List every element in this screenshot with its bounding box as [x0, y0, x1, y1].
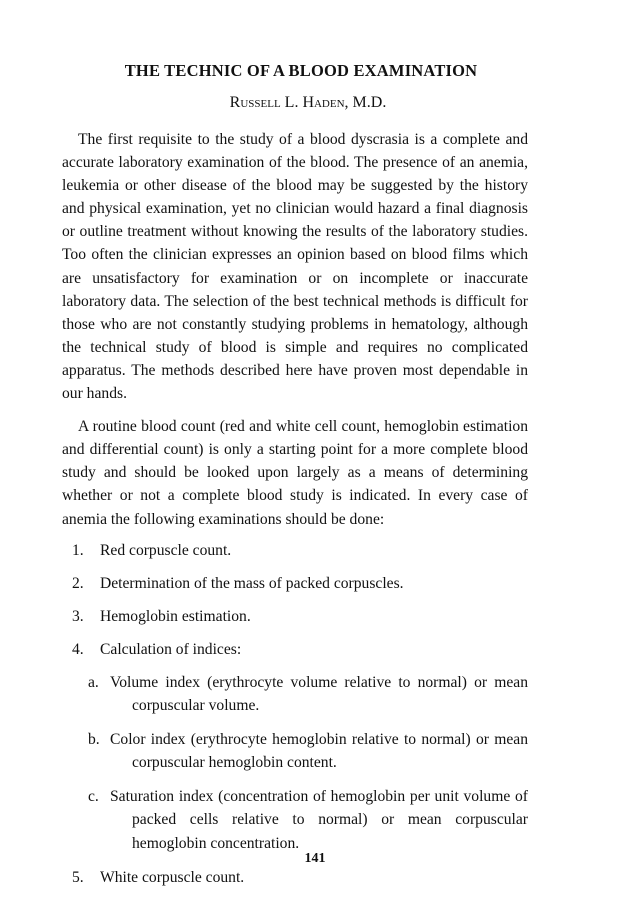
page-number: 141 — [304, 851, 326, 866]
list-item-text: Hemoglobin estimation. — [100, 607, 251, 625]
sublist-item-letter: a. — [88, 673, 99, 691]
list-item-number: 2. — [72, 574, 84, 592]
list-item — [62, 866, 528, 889]
sublist-item — [88, 785, 528, 854]
sublist-item-letter: c. — [88, 788, 99, 806]
list-item-number: 3. — [72, 607, 84, 625]
sublist-item — [88, 728, 528, 774]
article-title: THE TECHNIC OF A BLOOD EXAMINATION — [124, 61, 478, 80]
examination-list — [62, 539, 528, 889]
list-item-number: 1. — [72, 541, 84, 559]
article-author: Russell L. Haden, M.D. — [229, 94, 387, 111]
list-item-text: Red corpuscle count. — [100, 541, 232, 559]
sublist-item-letter: b. — [88, 731, 100, 749]
list-item-text: Determination of the mass of packed corpuscles. — [100, 574, 404, 592]
sublist-item — [88, 671, 528, 717]
list-item — [62, 638, 528, 661]
list-item-text: White corpuscle count. — [100, 868, 245, 886]
list-item — [62, 572, 528, 595]
paragraph-intro: The first requisite to the study of a blood dyscrasia is a complete and accurate laboratory examination of the blood. The presence of an anemia, leukemia or other disease of the blood may be suggested by the history and physical examination, yet no clinician would hazard a final diagnosis or outline treatment without knowing the results of the laboratory studies. Too often the clinician expresses an opinion based on blood films which are unsatisfactory for examination or on incomplete or inaccurate laboratory data. The selection of the best technical methods is difficult for those who are not constantly studying problems in hematology, although the technical study of blood is simple and requires no complicated apparatus. The methods described here have proven most dependable in our hands. — [62, 131, 528, 403]
list-item — [62, 539, 528, 562]
paragraph-routine-count: A routine blood count (red and white cell count, hemoglobin estimation and differential count) is only a starting point for a more complete blood study and should be looked upon largely as a means of determining whether or not a complete blood study is indicated. In every case of anemia the following examinations should be done: — [62, 418, 528, 528]
sublist-item-text: Saturation index (concentration of hemoglobin per unit volume of packed cells relative to normal) or mean corpuscular hemoglobin concentration. — [110, 788, 528, 852]
indices-sublist — [88, 671, 528, 855]
sublist-item-text: Volume index (erythrocyte volume relative to normal) or mean corpuscular volume. — [110, 673, 528, 715]
list-item-number: 5. — [72, 868, 84, 886]
list-item-number: 4. — [72, 640, 84, 658]
list-item — [62, 605, 528, 628]
sublist-item-text: Color index (erythrocyte hemoglobin relative to normal) or mean corpuscular hemoglobin content. — [110, 731, 528, 772]
list-item-text: Calculation of indices: — [100, 640, 242, 658]
